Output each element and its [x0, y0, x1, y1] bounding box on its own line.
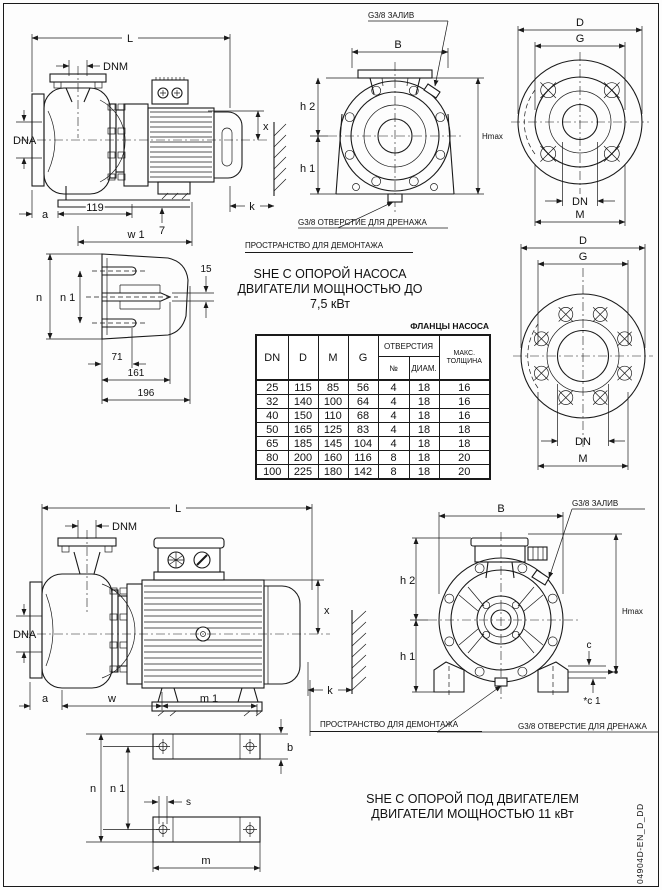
dim-label-Hmax: Hmax	[622, 607, 643, 616]
drain-plug	[388, 194, 402, 202]
flange-table-cell: 100	[318, 395, 348, 409]
fan-cover	[214, 112, 242, 178]
flange-table-cell: 18	[439, 423, 490, 437]
dimension-196	[102, 286, 190, 404]
dimension-b	[260, 719, 293, 774]
caption-line: ДВИГАТЕЛИ МОЩНОСТЬЮ ДО	[237, 282, 423, 296]
flange-table-cell: 25	[256, 380, 288, 395]
dim-label-DN: DN	[572, 196, 588, 208]
caption-line: 7,5 кВт	[310, 297, 350, 311]
dim-label-k: k	[327, 685, 333, 697]
flange-table-cell: 115	[288, 380, 318, 395]
dimension-k	[230, 186, 274, 213]
motor-feet-plan-drawing	[78, 712, 330, 888]
flange-table-cell: 104	[348, 437, 378, 451]
col-header-holes-no: №	[378, 357, 409, 381]
dim-label-w1: w 1	[127, 229, 145, 241]
fill-plug-label: G3/8 ЗАЛИВ	[368, 11, 415, 20]
dim-label-x: x	[263, 121, 269, 133]
caption-line: ДВИГАТЕЛИ МОЩНОСТЬЮ 11 кВт	[371, 807, 574, 821]
drain-plug	[495, 678, 507, 686]
dim-label-n1: n 1	[60, 292, 76, 304]
fill-plug-callout	[549, 499, 645, 578]
flange-table-cell: 68	[348, 409, 378, 423]
pump-side-view-11kw-drawing	[12, 494, 402, 746]
dim-label-h2: h 2	[300, 101, 316, 113]
flange-table-cell: 8	[378, 465, 409, 480]
col-header-g: G	[348, 335, 378, 380]
dimension-15	[172, 264, 214, 318]
dim-label-h1: h 1	[400, 651, 416, 663]
dim-label-h1: h 1	[300, 163, 316, 175]
flange-table-cell: 125	[318, 423, 348, 437]
pump-support-bracket	[58, 186, 190, 207]
dim-label-G: G	[578, 251, 588, 263]
pump-casing	[30, 574, 135, 688]
pump-side-view-7kw-drawing	[12, 16, 310, 252]
dimension-M	[538, 392, 628, 470]
foot-upper	[153, 734, 260, 759]
dimension-DNA	[13, 604, 42, 663]
caption-line: SHE С ОПОРОЙ НАСОСА	[253, 267, 407, 281]
dim-label-7: 7	[158, 225, 166, 237]
flange-table-cell: 165	[288, 423, 318, 437]
dismantle-space-note-top: ПРОСТРАНСТВО ДЛЯ ДЕМОНТАЖА	[245, 241, 413, 253]
caption-motor-support	[330, 792, 615, 822]
dimension-161	[102, 302, 170, 384]
flange-table-cell: 18	[409, 409, 439, 423]
dim-label-71: 71	[111, 352, 123, 363]
dim-label-DNM: DNM	[103, 61, 129, 73]
dim-label-G: G	[575, 33, 585, 45]
dimension-n	[90, 734, 101, 842]
dim-label-x: x	[324, 605, 330, 617]
dim-label-M: M	[578, 453, 588, 465]
dim-label-B: B	[497, 503, 505, 515]
flange-table-cell: 140	[288, 395, 318, 409]
dismantle-space-note-bottom: ПРОСТРАНСТВО ДЛЯ ДЕМОНТАЖА	[310, 720, 482, 732]
dimension-n1	[60, 271, 80, 323]
flange-table-cell: 110	[318, 409, 348, 423]
flange-table-cell: 40	[256, 409, 288, 423]
document-number: 04904D-EN_D_DD	[635, 803, 645, 884]
caption-pump-support	[235, 267, 425, 312]
flange-table-cell: 18	[409, 465, 439, 480]
fill-plug-callout	[368, 11, 448, 86]
flange-table-cell: 180	[318, 465, 348, 480]
flange-table-cell: 16	[439, 409, 490, 423]
col-header-holes: ОТВЕРСТИЯ	[378, 335, 439, 357]
flange-table-cell: 20	[439, 465, 490, 480]
flange-table	[255, 334, 491, 480]
dim-label-b: b	[287, 742, 294, 754]
flange-table-cell: 18	[409, 395, 439, 409]
flange-table-row	[256, 437, 490, 451]
dim-label-h2: h 2	[400, 575, 416, 587]
fill-plug	[424, 84, 440, 98]
fill-plug-label: G3/8 ЗАЛИВ	[572, 499, 619, 508]
dim-label-119: 119	[86, 202, 104, 214]
caption-line: SHE С ОПОРОЙ ПОД ДВИГАТЕЛЕМ	[366, 792, 579, 806]
dimension-c-c1	[568, 640, 614, 707]
flange-table-row	[256, 409, 490, 423]
flange-table-cell: 16	[439, 395, 490, 409]
dim-label-B: B	[394, 39, 402, 51]
dim-label-m: m	[201, 855, 211, 867]
dim-label-15: 15	[200, 264, 212, 275]
flange-table-cell: 56	[348, 380, 378, 395]
dim-label-n1: n 1	[110, 783, 126, 795]
flange-table-cell: 116	[348, 451, 378, 465]
col-header-m: M	[318, 335, 348, 380]
flange-table-cell: 145	[318, 437, 348, 451]
flange-table-row	[256, 451, 490, 465]
dimension-m	[153, 842, 260, 872]
flange-table-row	[256, 423, 490, 437]
dim-label-L: L	[174, 503, 182, 515]
drain-label: G3/8 ОТВЕРСТИЕ ДЛЯ ДРЕНАЖА	[518, 722, 647, 731]
dim-label-c1: *c 1	[583, 696, 601, 707]
flange-table-cell: 18	[409, 380, 439, 395]
wall-hatch	[352, 610, 366, 694]
dim-label-s: s	[186, 797, 191, 808]
flange-table-cell: 18	[409, 437, 439, 451]
flange-table-cell: 32	[256, 395, 288, 409]
motor-7kw	[124, 77, 242, 199]
flange-8hole-drawing	[505, 232, 662, 484]
dim-label-a: a	[41, 209, 49, 221]
flange-table-cell: 20	[439, 451, 490, 465]
flange-table-cell: 142	[348, 465, 378, 480]
dimension-B	[352, 39, 448, 68]
drain-callout	[298, 202, 448, 228]
flange-table-cell: 80	[256, 451, 288, 465]
dimension-s	[144, 796, 191, 824]
bracket-slots	[86, 267, 178, 327]
discharge-flange	[50, 66, 106, 138]
flange-table-cell: 85	[318, 380, 348, 395]
dim-label-DN: DN	[575, 436, 591, 448]
col-header-max-thickness: МАКС. ТОЛЩИНА	[439, 335, 490, 380]
dim-label-196: 196	[137, 388, 155, 399]
dim-label-161: 161	[127, 368, 145, 379]
flange-table-row	[256, 380, 490, 395]
pump-front-view-11kw-drawing	[400, 494, 662, 746]
terminal-box	[154, 538, 224, 580]
dim-label-D: D	[576, 17, 584, 29]
dim-label-DNA: DNA	[13, 135, 37, 147]
flange-table-cell: 8	[378, 451, 409, 465]
casing-front	[328, 62, 464, 212]
flange-table-cell: 4	[378, 395, 409, 409]
pump-front-view-7kw-drawing	[298, 6, 504, 238]
dim-label-k: k	[249, 201, 255, 213]
flange-4hole-drawing	[505, 14, 662, 230]
terminal-box	[152, 77, 188, 104]
flange-table-cell: 50	[256, 423, 288, 437]
wall-hatch	[274, 122, 286, 196]
flange-table-cell: 65	[256, 437, 288, 451]
flange-table-cell: 4	[378, 437, 409, 451]
flange-table-cell: 4	[378, 409, 409, 423]
dim-label-DNM: DNM	[112, 521, 138, 533]
flange-table-body	[256, 380, 490, 479]
dim-label-DNA: DNA	[13, 629, 37, 641]
dim-label-m1: m 1	[199, 693, 219, 705]
flange-table-cell: 83	[348, 423, 378, 437]
dim-label-a: a	[41, 693, 49, 705]
flange-table-cell: 16	[439, 380, 490, 395]
flange-table-cell: 18	[439, 437, 490, 451]
dim-label-w: w	[108, 693, 116, 705]
drain-callout	[437, 686, 658, 732]
dimension-n1	[110, 747, 128, 830]
flange-table-header	[256, 335, 490, 380]
dim-label-n: n	[90, 783, 97, 795]
motor-11kw	[127, 538, 300, 688]
dimension-L	[32, 33, 230, 108]
dim-label-Hmax: Hmax	[482, 132, 503, 141]
flange-table-row	[256, 465, 490, 480]
dim-label-c: c	[586, 640, 592, 651]
flange-table-cell: 64	[348, 395, 378, 409]
flange-table-cell: 225	[288, 465, 318, 480]
dimension-x	[264, 580, 330, 634]
dimension-k	[308, 662, 352, 697]
dimension-DNM	[65, 520, 137, 538]
discharge-flange	[58, 530, 116, 614]
fan-cover	[264, 586, 300, 684]
dimension-a-119	[19, 190, 132, 221]
col-header-holes-diam: ДИАМ.	[409, 357, 439, 381]
dim-label-D: D	[579, 235, 587, 247]
dim-label-L: L	[126, 33, 134, 45]
support-bracket-drawing	[20, 246, 240, 412]
dim-label-M: M	[575, 209, 585, 221]
flange-table-row	[256, 395, 490, 409]
flange-table-title: ФЛАНЦЫ НАСОСА	[410, 321, 489, 331]
flange-table-cell: 160	[318, 451, 348, 465]
drain-label: G3/8 ОТВЕРСТИЕ ДЛЯ ДРЕНАЖА	[298, 218, 427, 227]
flange-table-cell: 4	[378, 380, 409, 395]
flange-table-cell: 18	[409, 451, 439, 465]
flange-table-cell: 150	[288, 409, 318, 423]
dimension-7	[152, 200, 170, 237]
dim-label-n: n	[36, 292, 43, 304]
flange-table-cell: 18	[409, 423, 439, 437]
col-header-dn: DN	[256, 335, 288, 380]
flange-table-cell: 4	[378, 423, 409, 437]
dimension-DNA	[13, 110, 42, 169]
col-header-d: D	[288, 335, 318, 380]
foot-lower	[153, 817, 260, 842]
flange-table-cell: 185	[288, 437, 318, 451]
flange-table-cell: 100	[256, 465, 288, 480]
flange-table-cell: 200	[288, 451, 318, 465]
dimension-x	[208, 111, 269, 140]
